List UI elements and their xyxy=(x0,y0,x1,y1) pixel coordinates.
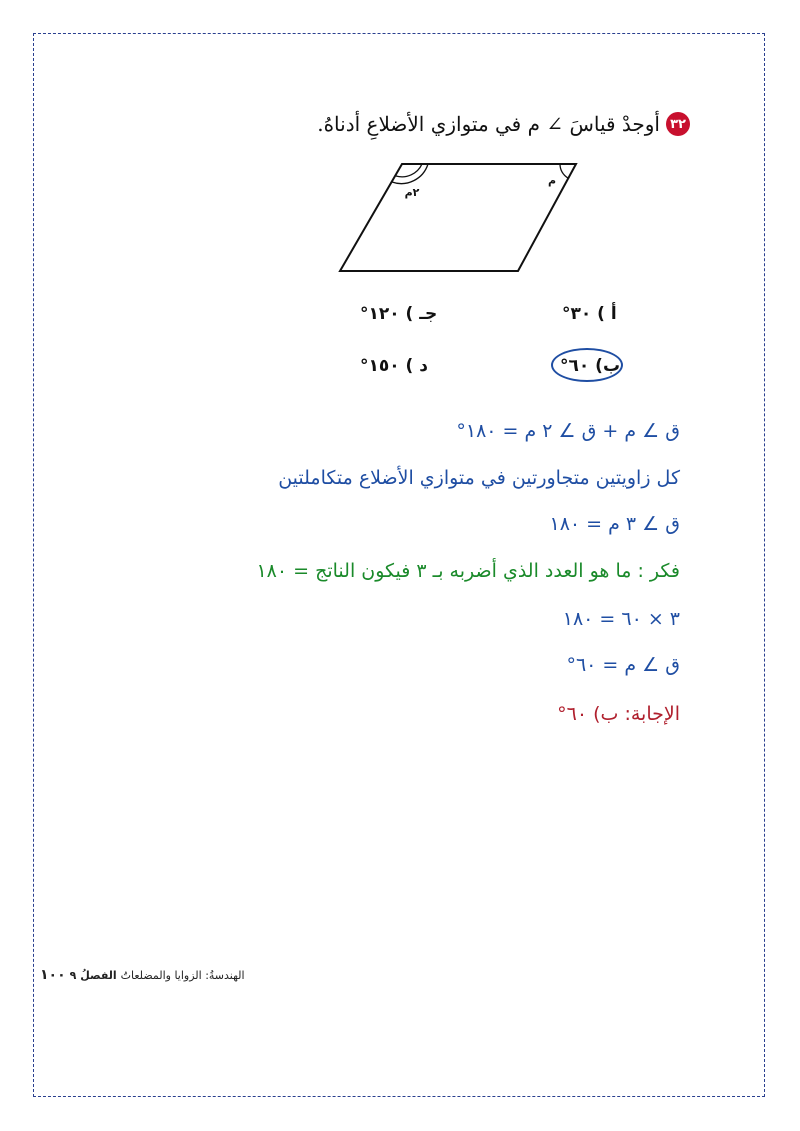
solution-line-4: فكر : ما هو العدد الذي أضربه بـ ٣ فيكون الناتج = ١٨٠ xyxy=(256,560,680,582)
solution-line-6: ق ∠ م = ٦٠° xyxy=(566,654,680,676)
angle-arc-m xyxy=(560,164,568,178)
label-2m: ٢م xyxy=(404,186,420,199)
chapter-label: الفصلُ ٩ xyxy=(69,968,117,982)
chapter-title: الهندسةُ: الزوايا والمضلعاتُ xyxy=(120,968,245,982)
page-number: ١٠٠ xyxy=(40,967,66,983)
parallelogram-figure xyxy=(330,158,590,278)
solution-line-2: كل زاويتين متجاورتين في متوازي الأضلاع متكاملتين xyxy=(278,467,680,489)
choice-c[interactable]: جـ ) ١٢٠° xyxy=(360,304,438,324)
question-number-badge: ٣٢ xyxy=(666,112,690,136)
solution-line-1: ق ∠ م + ق ∠ ٢ م = ١٨٠° xyxy=(456,420,680,442)
solution-line-3: ق ∠ ٣ م = ١٨٠ xyxy=(549,513,680,535)
page-footer xyxy=(40,967,245,983)
choice-d[interactable]: د ) ١٥٠° xyxy=(360,356,428,376)
question-text: أوجدْ قياسَ ∠ م في متوازي الأضلاعِ أدناهُ. xyxy=(317,112,660,136)
label-m: م xyxy=(547,174,557,187)
solution-answer: الإجابة: ب) ٦٠° xyxy=(557,703,680,725)
parallelogram-shape xyxy=(340,164,576,271)
solution-line-5: ٣ × ٦٠ = ١٨٠ xyxy=(562,608,680,630)
choice-a[interactable]: أ ) ٣٠° xyxy=(562,304,617,324)
question-line xyxy=(317,112,690,136)
selected-answer-circle xyxy=(551,348,623,382)
choice-b[interactable]: ب) ٦٠° xyxy=(560,356,621,376)
